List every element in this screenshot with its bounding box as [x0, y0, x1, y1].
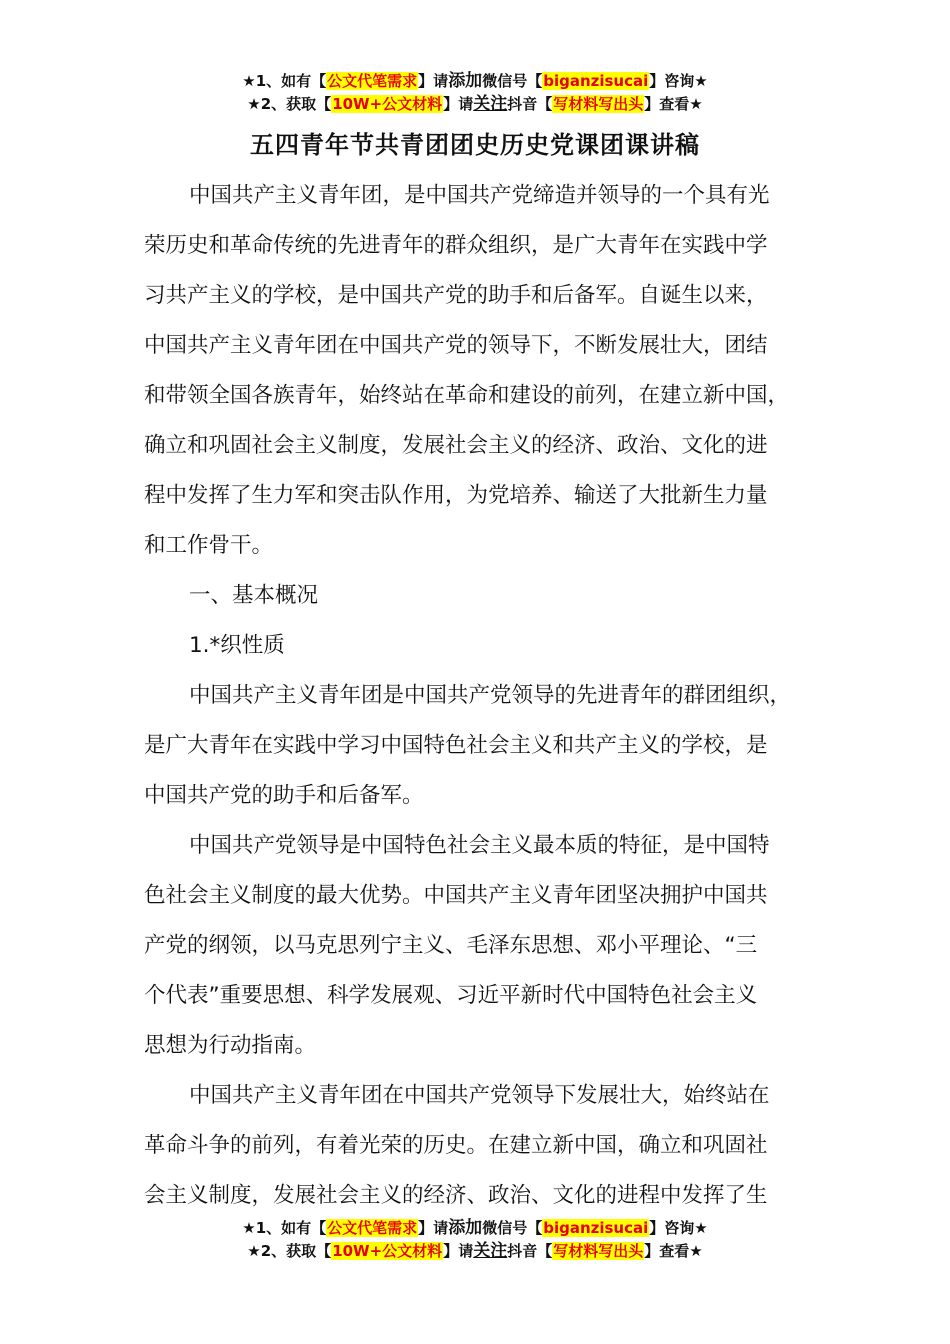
banner-text: ★2、获取【: [247, 1242, 332, 1260]
paragraph-line: 中国共产主义青年团，是中国共产党缔造并领导的一个具有光: [189, 183, 770, 208]
paragraph-line: 荣历史和革命传统的先进青年的群众组织，是广大青年在实践中学: [144, 233, 768, 258]
paragraph-line: 和工作骨干。: [144, 533, 274, 558]
paragraph-line: 产党的纲领，以马克思列宁主义、毛泽东思想、邓小平理论、“三: [144, 933, 758, 958]
paragraph-line: 程中发挥了生力军和突击队作用，为党培养、输送了大批新生力量: [144, 483, 768, 508]
banner-emphasis: 关注: [473, 94, 508, 114]
banner-text: 微信号【: [482, 72, 543, 90]
paragraph-line: 是广大青年在实践中学习中国特色社会主义和共产主义的学校，是: [144, 733, 768, 758]
banner-text: 】请: [443, 95, 474, 113]
subsection-heading: 1.*织性质: [189, 633, 285, 658]
paragraph-line: 中国共产党的助手和后备军。: [144, 783, 424, 808]
section-heading: 一、基本概况: [189, 583, 319, 608]
banner-text: ★1、如有【: [242, 72, 327, 90]
paragraph-line: 会主义制度，发展社会主义的经济、政治、文化的进程中发挥了生: [144, 1183, 768, 1208]
banner-emphasis: 关注: [473, 1241, 508, 1261]
banner-text: 抖音【: [507, 1242, 553, 1260]
highlight-douyin-account: 写材料写出头: [553, 95, 644, 113]
paragraph-line: 和带领全国各族青年，始终站在革命和建设的前列，在建立新中国，: [144, 383, 790, 408]
paragraph-line: 色社会主义制度的最大优势。中国共产主义青年团坚决拥护中国共: [144, 883, 768, 908]
banner-text: 】请: [418, 1219, 449, 1237]
paragraph-line: 中国共产主义青年团在中国共产党领导下发展壮大，始终站在: [189, 1083, 770, 1108]
banner-emphasis: 添加: [448, 1218, 483, 1238]
paragraph-line: 中国共产主义青年团是中国共产党领导的先进青年的群团组织，: [189, 683, 792, 708]
document-body: [144, 171, 834, 1221]
paragraph-line: 确立和巩固社会主义制度，发展社会主义的经济、政治、文化的进: [144, 433, 768, 458]
paragraph-line: 中国共产党领导是中国特色社会主义最本质的特征，是中国特: [189, 833, 770, 858]
highlight-service: 公文代笔需求: [327, 1219, 418, 1237]
banner-text: 】查看★: [644, 95, 703, 113]
highlight-service: 公文代笔需求: [327, 72, 418, 90]
banner-text: 】请: [443, 1242, 474, 1260]
paragraph-line: 个代表”重要思想、科学发展观、习近平新时代中国特色社会主义: [144, 983, 758, 1008]
footer-banner: [0, 1217, 950, 1263]
highlight-wechat-id: biganzisucai: [543, 72, 649, 90]
highlight-wechat-id: biganzisucai: [543, 1219, 649, 1237]
banner-text: 抖音【: [507, 95, 553, 113]
banner-line-2: [0, 1240, 950, 1263]
banner-text: 微信号【: [482, 1219, 543, 1237]
banner-text: 】查看★: [644, 1242, 703, 1260]
banner-text: 】咨询★: [649, 72, 708, 90]
banner-text: 】咨询★: [649, 1219, 708, 1237]
paragraph-line: 革命斗争的前列，有着光荣的历史。在建立新中国，确立和巩固社: [144, 1133, 768, 1158]
paragraph-line: 习共产主义的学校，是中国共产党的助手和后备军。自诞生以来，: [144, 283, 768, 308]
banner-line-2: [0, 93, 950, 116]
paragraph-line: 中国共产主义青年团在中国共产党的领导下，不断发展壮大，团结: [144, 333, 768, 358]
highlight-materials: 10W+公文材料: [332, 1242, 443, 1260]
banner-text: ★1、如有【: [242, 1219, 327, 1237]
banner-line-1: [0, 70, 950, 93]
highlight-douyin-account: 写材料写出头: [553, 1242, 644, 1260]
document-title: 五四青年节共青团团史历史党课团课讲稿: [250, 131, 700, 159]
banner-text: ★2、获取【: [247, 95, 332, 113]
header-banner: [0, 70, 950, 116]
banner-text: 】请: [418, 72, 449, 90]
highlight-materials: 10W+公文材料: [332, 95, 443, 113]
paragraph-line: 思想为行动指南。: [144, 1033, 317, 1058]
banner-line-1: [0, 1217, 950, 1240]
banner-emphasis: 添加: [448, 71, 483, 91]
